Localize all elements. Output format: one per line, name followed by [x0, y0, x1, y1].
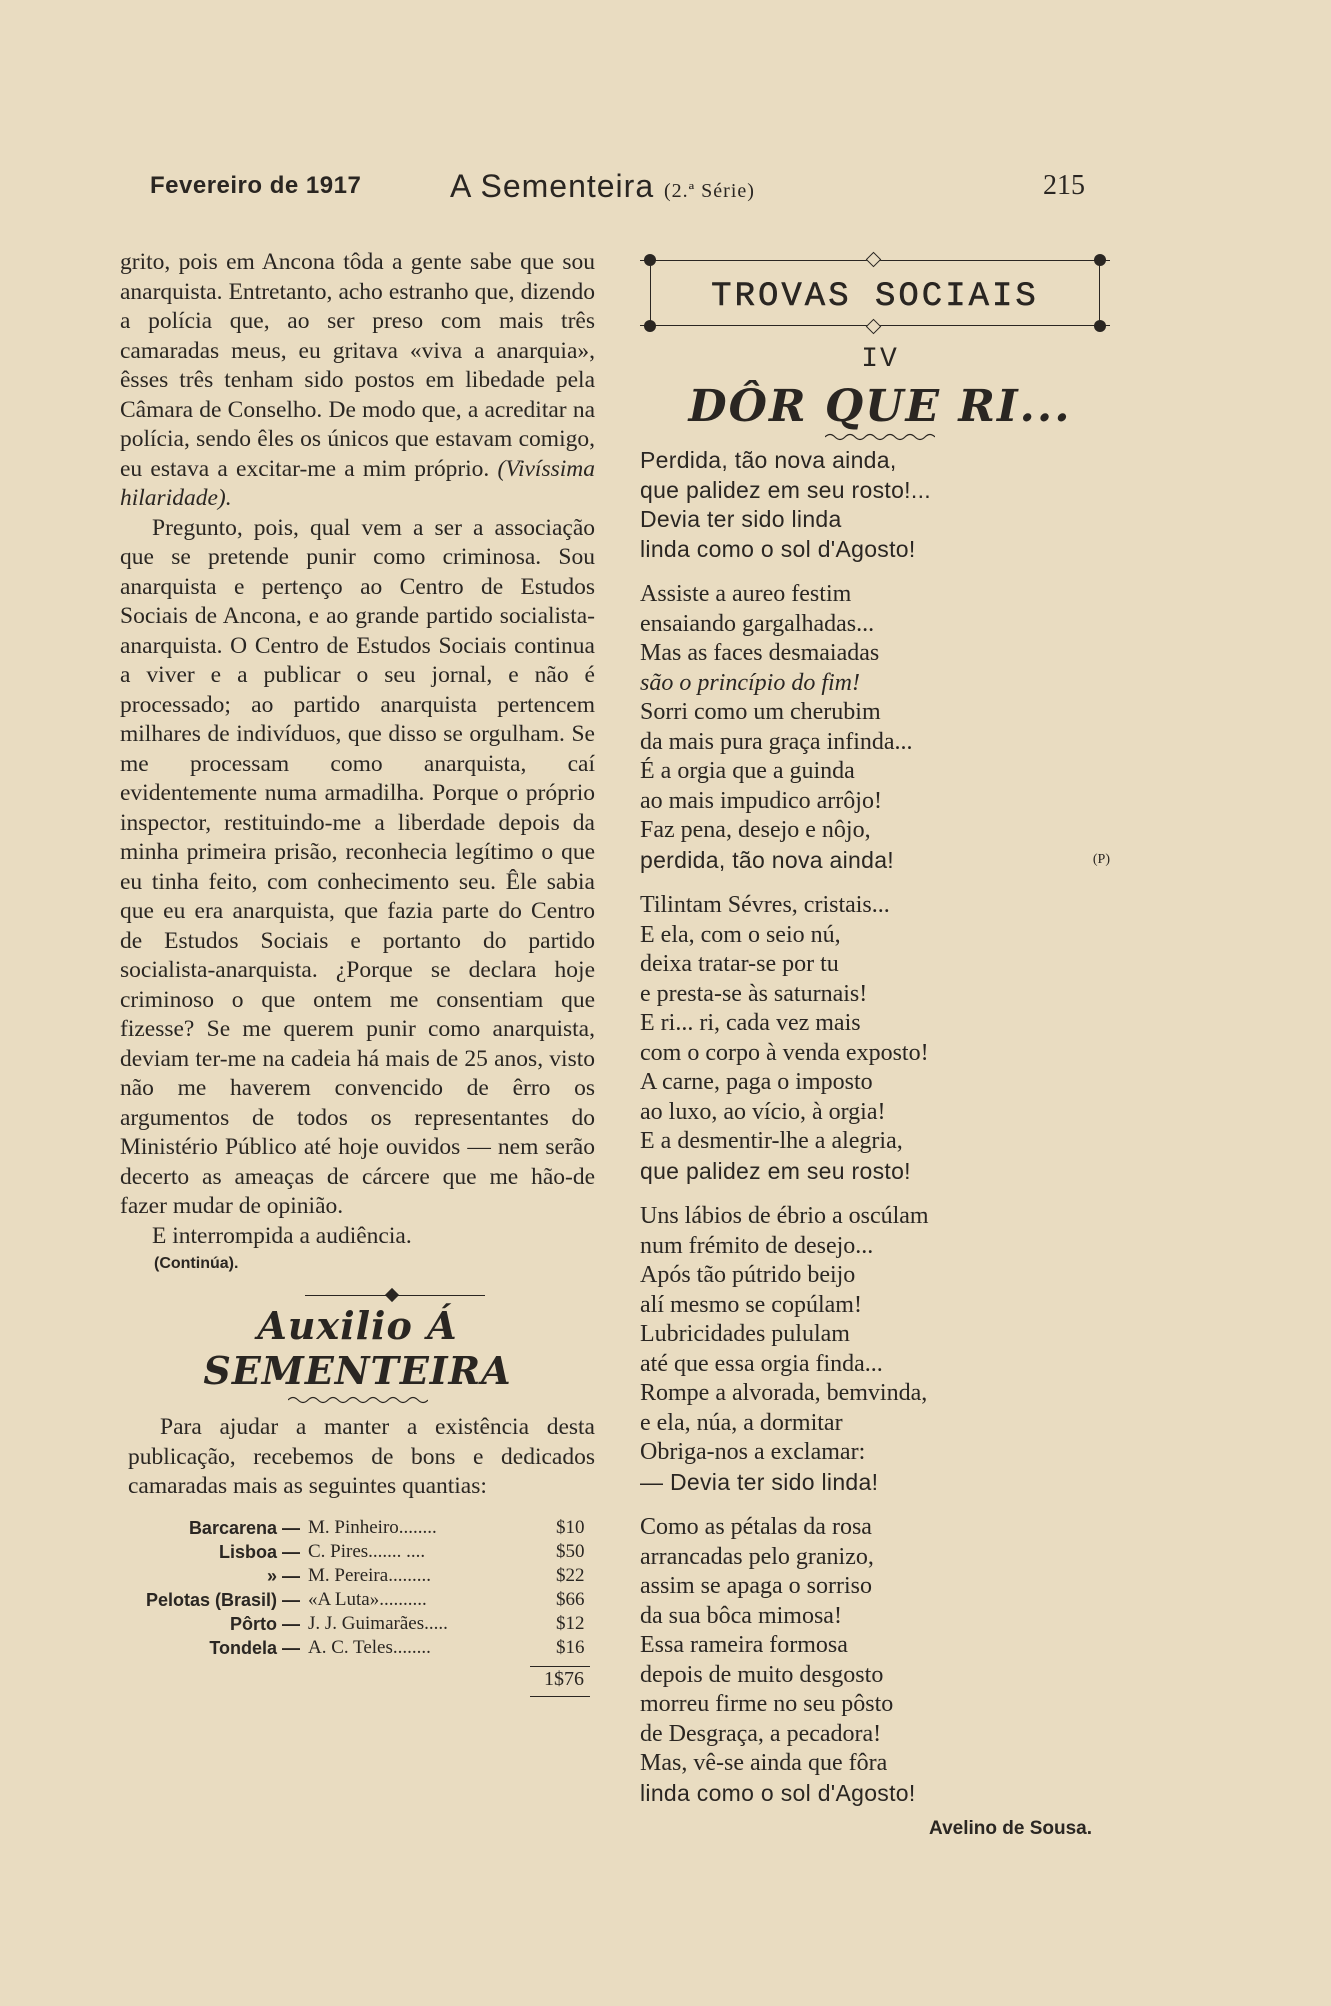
quantia-place: Tondela —: [209, 1637, 300, 1658]
quantias-list: [120, 1516, 595, 1694]
poem-line: Uns lábios de ébrio a oscúlam: [640, 1203, 929, 1229]
poem-stanza-2: [640, 580, 1120, 875]
poem-line: morreu firme no seu pôsto: [640, 1691, 894, 1717]
article-paragraph-3: E interrompida a audiência.: [152, 1222, 412, 1249]
poem-line: Mas, vê-se ainda que fôra: [640, 1750, 888, 1776]
trovas-title-frame: [640, 248, 1110, 336]
poem-line: de Desgraça, a pecadora!: [640, 1720, 882, 1747]
poem-line: da sua bôca mimosa!: [640, 1602, 842, 1629]
article-paragraph-1: [120, 248, 595, 514]
poem-title: DÔR QUE RI...: [688, 381, 1072, 432]
poem-stanza-4: [640, 1202, 1120, 1497]
poem-line: E a desmentir-lhe a alegria,: [640, 1128, 903, 1154]
poem-line: — Devia ter sido linda!: [640, 1468, 879, 1495]
poem-line: Perdida, tão nova ainda,: [640, 447, 897, 473]
quantia-name: M. Pereira.........: [308, 1564, 431, 1586]
total-rule: [530, 1666, 590, 1667]
quantia-row: [120, 1516, 595, 1540]
quantia-amount: $66: [556, 1588, 585, 1610]
poem-line: alí mesmo se copúlam!: [640, 1291, 862, 1318]
frame-corner-dot-icon: [644, 320, 656, 332]
poem-line: Faz pena, desejo e nôjo,: [640, 817, 871, 843]
quantia-row: [120, 1612, 595, 1636]
quantia-name: A. C. Teles........: [308, 1636, 431, 1658]
quantia-place: Pôrto —: [230, 1613, 300, 1634]
poem-line: É a orgia que a guinda: [640, 758, 855, 784]
continua-label: (Continúa).: [154, 1255, 239, 1272]
poem-author: Avelino de Sousa.: [929, 1818, 1092, 1839]
quantia-name: J. J. Guimarães.....: [308, 1612, 448, 1634]
auxilio-title: Auxilio Á SEMENTEIRA: [203, 1303, 512, 1393]
quantia-amount: $50: [556, 1540, 585, 1562]
quantia-amount: $22: [556, 1564, 585, 1586]
frame-corner-dot-icon: [1094, 254, 1106, 266]
quantias-total: [120, 1660, 595, 1694]
poem-line: da mais pura graça infinda...: [640, 728, 913, 755]
quantia-row: [120, 1564, 595, 1588]
header-serie: (2.ª Série): [664, 180, 755, 202]
header-date: Fevereiro de 1917: [150, 172, 362, 199]
poem-line: A carne, paga o imposto: [640, 1069, 873, 1095]
poem-line: Lubricidades pululam: [640, 1321, 850, 1347]
wavy-rule-icon: [825, 432, 935, 442]
section-divider: [305, 1287, 485, 1303]
frame-corner-dot-icon: [1094, 320, 1106, 332]
trovas-sociais-title: TROVAS SOCIAIS: [711, 278, 1039, 316]
page-header: [150, 168, 1085, 208]
quantia-name: C. Pires....... ....: [308, 1540, 426, 1562]
poem-line: Essa rameira formosa: [640, 1632, 848, 1658]
wavy-rule-icon: [288, 1395, 428, 1405]
poem-line: E ri... ri, cada vez mais: [640, 1010, 861, 1036]
poem-line: ao luxo, ao vício, à orgia!: [640, 1098, 886, 1125]
poem-line: até que essa orgia finda...: [640, 1350, 883, 1377]
quantia-row: [120, 1588, 595, 1612]
page-number: 215: [1043, 170, 1085, 201]
poem-line: ao mais impudico arrôjo!: [640, 787, 882, 814]
poem-line: num frémito de desejo...: [640, 1232, 874, 1259]
poem-line: linda como o sol d'Agosto!: [640, 535, 916, 562]
poem-line: Após tão pútrido beijo: [640, 1262, 856, 1288]
article-italic-note: (Vivíssima hilaridade).: [120, 455, 595, 511]
frame-diamond-icon: [866, 252, 882, 268]
quantia-amount: $12: [556, 1612, 585, 1634]
frame-diamond-icon: [866, 319, 882, 335]
poem-line: depois de muito desgosto: [640, 1661, 884, 1688]
poem-line: e ela, núa, a dormitar: [640, 1409, 843, 1436]
frame-corner-dot-icon: [644, 254, 656, 266]
left-column: [120, 248, 595, 1694]
poem-mark: (P): [1092, 852, 1110, 867]
poem-line: com o corpo à venda exposto!: [640, 1039, 929, 1066]
poem-line: ensaiando gargalhadas...: [640, 610, 875, 637]
poem-line: Rompe a alvorada, bemvinda,: [640, 1380, 928, 1406]
poem-stanza-1: [640, 446, 1120, 564]
right-column: [640, 248, 1120, 1840]
quantia-name: M. Pinheiro........: [308, 1516, 437, 1538]
header-title: [450, 168, 755, 205]
quantia-place: Lisboa —: [218, 1541, 300, 1562]
poem-stanza-5: [640, 1513, 1120, 1808]
poem-line: E ela, com o seio nú,: [640, 921, 841, 948]
poem-line: são o princípio do fim!: [640, 669, 860, 696]
article-text-1: grito, pois em Ancona tôda a gente sabe que sou anarquista. Entretanto, acho estranho que, dizendo a polícia que, ao ser preso com mais três camaradas meus, eu gritava «viva a anarquia», êsses três tenham sido postos em libedade pela Câmara de Conselho. De modo que, a acreditar na polícia, sendo êles os únicos que estavam comigo, eu estava a excitar-me a mim próprio.: [120, 249, 595, 482]
article-paragraph-2: Pregunto, pois, qual vem a ser a associação que se pretende punir como criminosa. Sou anarquista e pertenço ao Centro de Estudos Sociais de Ancona, e ao grande partido socialista-anarquista. O Centro de Estudos Sociais continua a viver e a publicar o seu jornal, e não é processado; ao partido anarquista pertencem milhares de indivíduos, que disso se orgulham. Se me processam como anarquista, caí evidentemente numa armadilha. Porque o próprio inspector, restituindo-me a liberdade depois da minha primeira prisão, reconhecia legítimo o que eu tinha feito, com conhecimento seu. Êle sabia que eu era anarquista, que fazia parte do Centro de Estudos Sociais e portanto do partido socialista-anarquista. ¿Porque se declara hoje criminoso o que ontem me consentiam que fizesse? Se me querem punir como anarquista, deviam ter-me na cadeia há mais de 25 anos, visto não me haverem convencido de êrro os argumentos de todos os representantes do Ministério Público até hoje ouvidos — nem serão decerto as ameaças de cárcere que me hão-de fazer mudar de opinião.: [120, 514, 595, 1219]
total-amount: 1$76: [544, 1667, 584, 1690]
poem-line: Mas as faces desmaiadas: [640, 640, 880, 666]
poem-line: perdida, tão nova ainda!: [640, 846, 895, 873]
poem-line: que palidez em seu rosto!...: [640, 476, 931, 503]
quantia-place: » —: [266, 1565, 300, 1586]
poem-line: Assiste a aureo festim: [640, 581, 852, 607]
quantia-amount: $16: [556, 1636, 585, 1658]
poem-line: deixa tratar-se por tu: [640, 951, 839, 977]
poem-line: Como as pétalas da rosa: [640, 1514, 872, 1540]
total-underline: [530, 1696, 590, 1697]
header-title-text: A Sementeira: [450, 168, 655, 204]
poem-line: arrancadas pelo granizo,: [640, 1543, 874, 1570]
poem-stanza-3: [640, 891, 1120, 1186]
poem-line: Devia ter sido linda: [640, 506, 842, 532]
poem-line: assim se apaga o sorriso: [640, 1573, 872, 1599]
poem-line: Tilintam Sévres, cristais...: [640, 892, 890, 918]
poem-number: IV: [861, 344, 899, 375]
poem-line: Sorri como um cherubim: [640, 699, 881, 725]
quantia-place: Barcarena —: [188, 1517, 300, 1538]
poem-line: e presta-se às saturnais!: [640, 980, 868, 1007]
poem-line: Obriga-nos a exclamar:: [640, 1439, 866, 1465]
quantia-row: [120, 1540, 595, 1564]
poem-line: linda como o sol d'Agosto!: [640, 1779, 916, 1806]
quantia-amount: $10: [556, 1516, 585, 1538]
poem-line: que palidez em seu rosto!: [640, 1157, 911, 1184]
quantia-row: [120, 1636, 595, 1660]
auxilio-intro: Para ajudar a manter a existência desta publicação, recebemos de bons e dedicados camaradas mais as seguintes quantias:: [128, 1414, 595, 1499]
quantia-place: Pelotas (Brasil) —: [145, 1589, 300, 1610]
divider-diamond-icon: [385, 1288, 399, 1302]
quantia-name: «A Luta»..........: [308, 1588, 427, 1610]
